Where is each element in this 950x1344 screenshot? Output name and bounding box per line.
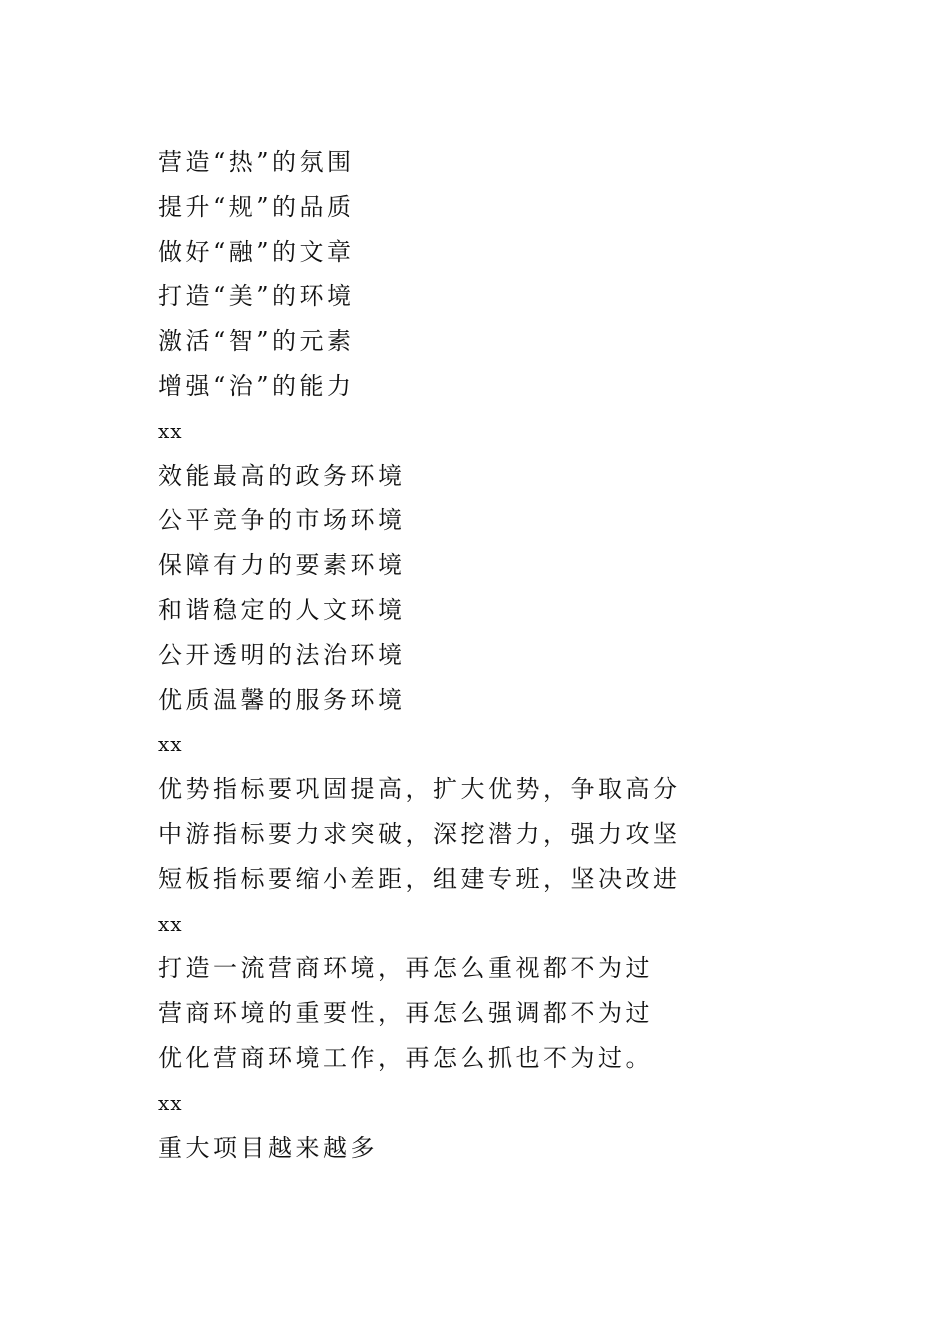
text-line: 打造“美”的环境 xyxy=(158,282,355,311)
section-separator: xx xyxy=(158,1090,183,1115)
text-line: 和谐稳定的人文环境 xyxy=(158,595,406,624)
text-line: 激活“智”的元素 xyxy=(158,327,355,356)
text-line: 公平竞争的市场环境 xyxy=(158,506,406,535)
section-separator: xx xyxy=(158,732,183,757)
text-line: 打造一流营商环境，再怎么重视都不为过 xyxy=(158,954,653,983)
text-line: 做好“融”的文章 xyxy=(158,237,355,266)
text-line: 优质温馨的服务环境 xyxy=(158,685,406,714)
text-line: 优势指标要巩固提高，扩大优势，争取高分 xyxy=(158,775,681,804)
text-line: 重大项目越来越多 xyxy=(158,1133,378,1162)
text-line: 提升“规”的品质 xyxy=(158,192,355,221)
text-line: 中游指标要力求突破，深挖潜力，强力攻坚 xyxy=(158,819,681,848)
text-line: 优化营商环境工作，再怎么抓也不为过。 xyxy=(158,1043,653,1072)
text-line: 营商环境的重要性，再怎么强调都不为过 xyxy=(158,999,653,1028)
text-line: 增强“治”的能力 xyxy=(158,371,355,400)
section-separator: xx xyxy=(158,911,183,936)
text-line: 保障有力的要素环境 xyxy=(158,551,406,580)
section-separator: xx xyxy=(158,418,183,443)
text-line: 营造“热”的氛围 xyxy=(158,148,355,176)
text-line: 效能最高的政务环境 xyxy=(158,461,406,490)
text-line: 短板指标要缩小差距，组建专班，坚决改进 xyxy=(158,864,681,893)
text-line: 公开透明的法治环境 xyxy=(158,640,406,669)
document-body xyxy=(158,142,878,1172)
